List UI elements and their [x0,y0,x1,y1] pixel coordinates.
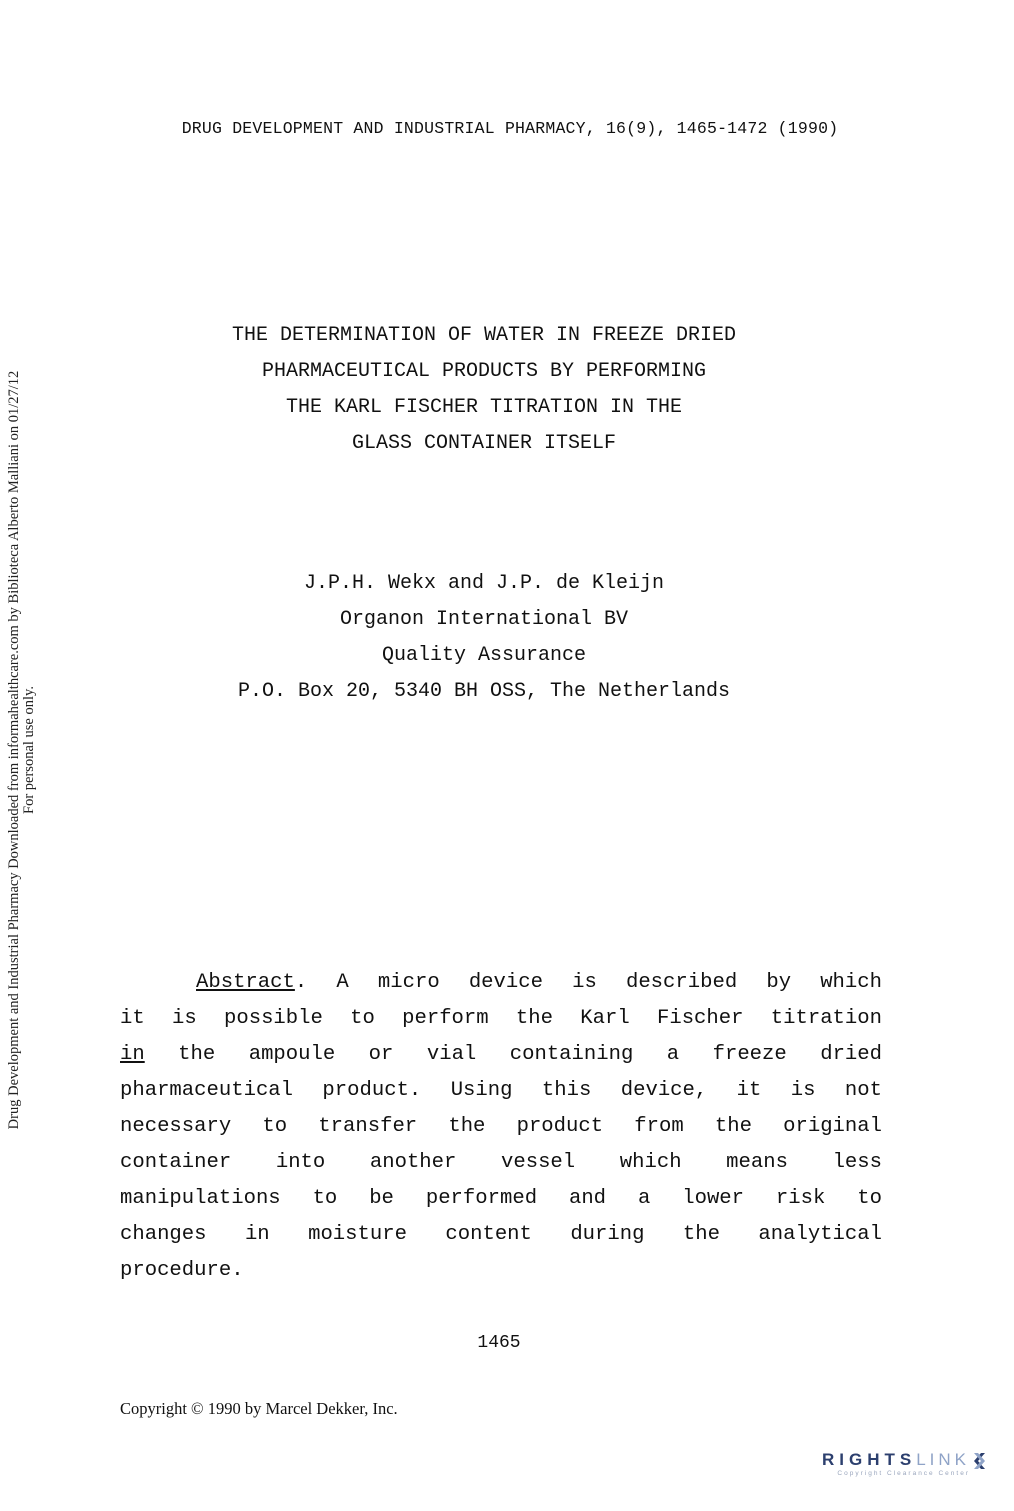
abstract-text: the ampoule or vial containing a freeze dried [144,1043,882,1066]
abstract [120,965,882,1289]
abstract-emphasis: in [120,1043,145,1066]
author-organization: Organon International BV [339,608,629,631]
author-names: J.P.H. Wekx and J.P. de Kleijn [303,572,665,595]
title-line: THE DETERMINATION OF WATER IN FREEZE DRIED [231,324,737,347]
paper-title [0,318,1014,462]
abstract-heading: Abstract [196,971,295,994]
journal-citation: DRUG DEVELOPMENT AND INDUSTRIAL PHARMACY, 16(9), 1465-1472 (1990) [181,119,839,138]
rightslink-logo[interactable] [756,1448,996,1484]
rightslink-tagline: Copyright Clearance Center [837,1470,970,1477]
author-department: Quality Assurance [381,644,587,667]
abstract-line: procedure. [120,1259,244,1282]
abstract-line: container into another vessel which means less [120,1151,882,1174]
journal-header [0,119,1014,138]
chevron-right-icon [972,1450,996,1472]
title-line: THE KARL FISCHER TITRATION IN THE [285,396,683,419]
personal-use-notice: For personal use only. [21,686,37,814]
copyright-notice: Copyright © 1990 by Marcel Dekker, Inc. [120,1399,398,1418]
abstract-line: changes in moisture content during the analytical [120,1223,882,1246]
abstract-line: manipulations to be performed and a lower risk to [120,1187,882,1210]
abstract-line: pharmaceutical product. Using this device, it is not [120,1079,882,1102]
author-block [0,566,1014,710]
abstract-line: necessary to transfer the product from the original [120,1115,882,1138]
page-number: 1465 [477,1333,521,1353]
title-line: PHARMACEUTICAL PRODUCTS BY PERFORMING [261,360,707,383]
author-address: P.O. Box 20, 5340 BH OSS, The Netherlands [237,680,731,703]
rightslink-wordmark: RIGHTSLINK [821,1450,970,1469]
download-notice-line: Drug Development and Industrial Pharmacy Downloaded from informahealthcare.com by Biblioteca Alberto Malliani on 01/27/12 [6,370,22,1130]
abstract-line [120,1037,882,1073]
abstract-line [120,965,882,1001]
title-line: GLASS CONTAINER ITSELF [351,432,617,455]
abstract-line: it is possible to perform the Karl Fischer titration [120,1007,882,1030]
abstract-text: . A micro device is described by which [294,971,882,994]
download-notice [0,0,40,1511]
